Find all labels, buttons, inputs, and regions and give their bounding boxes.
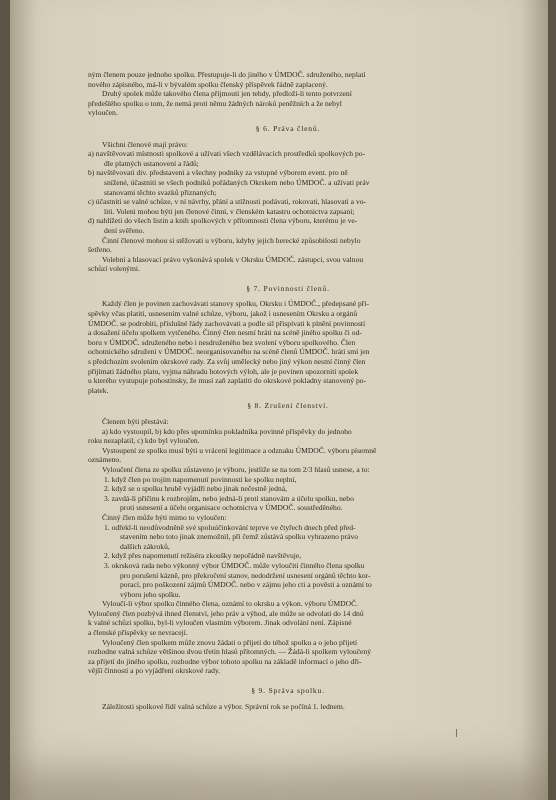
list-item: 2. když přes napomenutí režiséra zkoušky nepořádně navštěvuje, [104, 551, 302, 561]
list-item: d) nahlížeti do všech listin a knih spolkových v přítomnosti člena výboru, kterému je ve- [88, 216, 358, 226]
section-heading: § 9. Správa spolku. [251, 686, 325, 696]
list-item: liti. Voleni mohou býti jen členové činní, v členském katastru ochotnictva zapsaní; [104, 206, 355, 216]
paragraph-line: u kterého vystupuje pohostinsky, že musí zaň zaplatiti do okrskové pokladny stanovený po- [88, 376, 367, 386]
list-item: stanovami těchto svazků přiznaných; [104, 187, 217, 197]
list-item: a) kdo vystoupil, b) kdo přes upomínku pokladníka povinné příspěvky do jednoho [102, 426, 352, 436]
list-item: porací, pro poškození zájmů ÚMDOČ. nebo v zájmu jeho cti a pověsti a oznámí to [120, 580, 372, 590]
paragraph-line: a dosažení účelu spolkem vytčeného. Činný člen nesmí hráti na scéně jiného spolku či od- [88, 328, 362, 338]
section-intro: Členem býti přestává: [102, 417, 169, 426]
paragraph-line: ÚMDOČ. se podrobiti, příslušné řády zachovávati a podle sil přispívati k plnění povinností [88, 318, 366, 328]
paragraph-line: boru v ÚMDOČ. sdruženého nebo i nesdruženého bez svolení výboru spolkového. Člen [88, 337, 356, 347]
paragraph-line: spěvky včas platiti, usnesením valné schůze, výboru, jakož i usnesením Okrsku a orgánů [88, 309, 358, 319]
paragraph-line: Vyloučí-li výbor spolku činného člena, oznámí to okrsku a výkon. výboru ÚMDOČ. [102, 599, 359, 609]
list-item: pro porušení kázně, pro překročení stanov, nedodržení usnesení orgánů těchto kor- [120, 570, 371, 580]
list-item: c) účastniti se valné schůze, v ní návrhy, přání a stížnosti podávati, rokovati, hlasovati a vo- [88, 197, 367, 207]
list-item: výboru jeho spolku. [120, 589, 181, 599]
list-item: b) navštěvovati div. představení a všechny podniky za vstupné výborem event. pro ně [88, 168, 348, 178]
paragraph-line: Každý člen je povinen zachovávati stanovy spolku, Okrsku i ÚMDOČ., předepsané pří- [102, 299, 369, 309]
section-heading: § 6. Práva členů. [255, 123, 321, 133]
paragraph-line: za přijetí do jiného spolku, rozhodne výbor tohoto spolku na základě informací o jeho dři- [88, 656, 362, 666]
paragraph-line: Vyloučení člena ze spolku zůstaveno je výboru, jestliže se na tom 2/3 hlasů usnese, a to: [102, 464, 370, 474]
paragraph-line: rozhodne valná schůze většinou dvou třetin hlasů přítomných. — Žádá-li spolkem vyloučený [88, 647, 372, 657]
document-page [10, 0, 548, 800]
list-item: dení svěřeno. [104, 225, 145, 235]
paragraph-line: Činní členové mohou si stěžovati u výboru, kdyby jejich herecké způsobilosti nebylo [102, 235, 361, 245]
list-item: 1. když člen po trojím napomenutí povinnosti ke spolku neplní, [104, 474, 297, 484]
text-line: Druhý spolek může takového člena přijmouti jen tehdy, předloží-li tento potvrzení [102, 89, 352, 99]
list-item: stavením nebo toto jinak znemožnil, při čemž zůstává spolku vyhrazeno právo [120, 532, 359, 542]
page-text [88, 70, 488, 711]
text-line: ným členem pouze jednoho spolku. Přestupuje-li do jiného v ÚMDOČ. sdruženého, neplatí [88, 70, 366, 79]
paragraph-line: platek. [88, 385, 109, 395]
paragraph-line: schůzí volenými. [88, 264, 140, 274]
paragraph-line: vější činnosti a po vyjádření okrskové rady. [88, 666, 221, 676]
list-item: roku nezaplatil, c) kdo byl vyloučen. [88, 436, 200, 446]
paragraph-line: oznámeno. [88, 455, 122, 465]
paragraph-line: Vystoupení ze spolku musí býti u vrácení legitimace a odznaku ÚMDOČ. výboru písemně [102, 445, 377, 455]
text-line: nového zápisného, má-li v bývalém spolku členský příspěvek řádně zaplacený. [88, 79, 328, 89]
paragraph-line: s předchozím svolením okrskové rady. Za svůj umělecký nebo jiný výkon nesmí činný člen [88, 357, 366, 367]
paragraph-line: k valné schůzi spolku, byl-li vyloučen vlastním výborem. Jinak odvolání není. Zápisné [88, 618, 352, 628]
section-heading: § 8. Zrušení členství. [247, 401, 329, 411]
list-item: 1. odřekl-li neodůvodněně své spoluúčinkování teprve ve čtyřech dnech před před- [104, 522, 356, 532]
list-item: dalších zákroků, [120, 541, 170, 551]
list-item: 3. okrsková rada nebo výkonný výbor ÚMDOČ. může vyloučiti činného člena spolku [104, 560, 365, 570]
list-item: dle platných ustanovení a řádů; [104, 158, 199, 168]
paragraph-line: ochotnického sdružení v ÚMDOČ. neorganisovaného na scéně členů ÚMDOČ. hráti smí jen [88, 347, 370, 357]
text-line: vyloučen. [88, 108, 118, 118]
list-item: snížené, účastniti se všech podniků pořádaných Okrskem nebo ÚMDOČ. a užívati práv [104, 177, 370, 187]
section-intro: Všichni členové mají právo: [102, 139, 188, 149]
section-heading: § 7. Povinnosti členů. [246, 283, 330, 293]
text-line: předešlého spolku o tom, že nemá proti němu žádných nároků peněžních a že nebyl [88, 98, 342, 108]
pencil-mark [456, 729, 457, 737]
paragraph-line: Záležitosti spolkové řídí valná schůze a výbor. Správní rok se počíná 1. lednem. [102, 701, 345, 711]
paragraph-line: přijímati žádného platu, vyjma náhradu hotových výloh, ale je povinen upozorniti spolek [88, 366, 359, 376]
section-intro: Činný člen může býti mimo to vyloučen: [102, 512, 227, 522]
list-item: 3. zavdá-li příčinu k rozbrojům, nebo jedná-li proti stanovám a účelu spolku, nebo [104, 493, 354, 503]
paragraph-line: Vyloučený člen spolkem může znovu žádati o přijetí do téhož spolku a o jeho přijetí [102, 637, 358, 647]
list-item: proti usnesení a účelu organisace ochotnictva v ÚMDOČ. soustředěného. [120, 503, 343, 513]
list-item: a) navštěvovati místnosti spolkové a užívati všech vzdělávacích prostředků spolkových po- [88, 149, 366, 159]
paragraph-line: Vyloučený člen pozbývá ihned členství, jeho práv a výhod, ale může se odvolati do 14 dnů [88, 608, 364, 618]
list-item: 2. když se o spolku hrubě vyjádří nebo jinak nečestně jedná, [104, 484, 288, 494]
paragraph-line: šetřeno. [88, 245, 112, 255]
paragraph-line: Volební a hlasovací právo vykonává spolek v Okrsku ÚMDOČ. zástupci, svou valnou [102, 254, 364, 264]
paragraph-line: a členské příspěvky se nevracejí. [88, 628, 188, 638]
